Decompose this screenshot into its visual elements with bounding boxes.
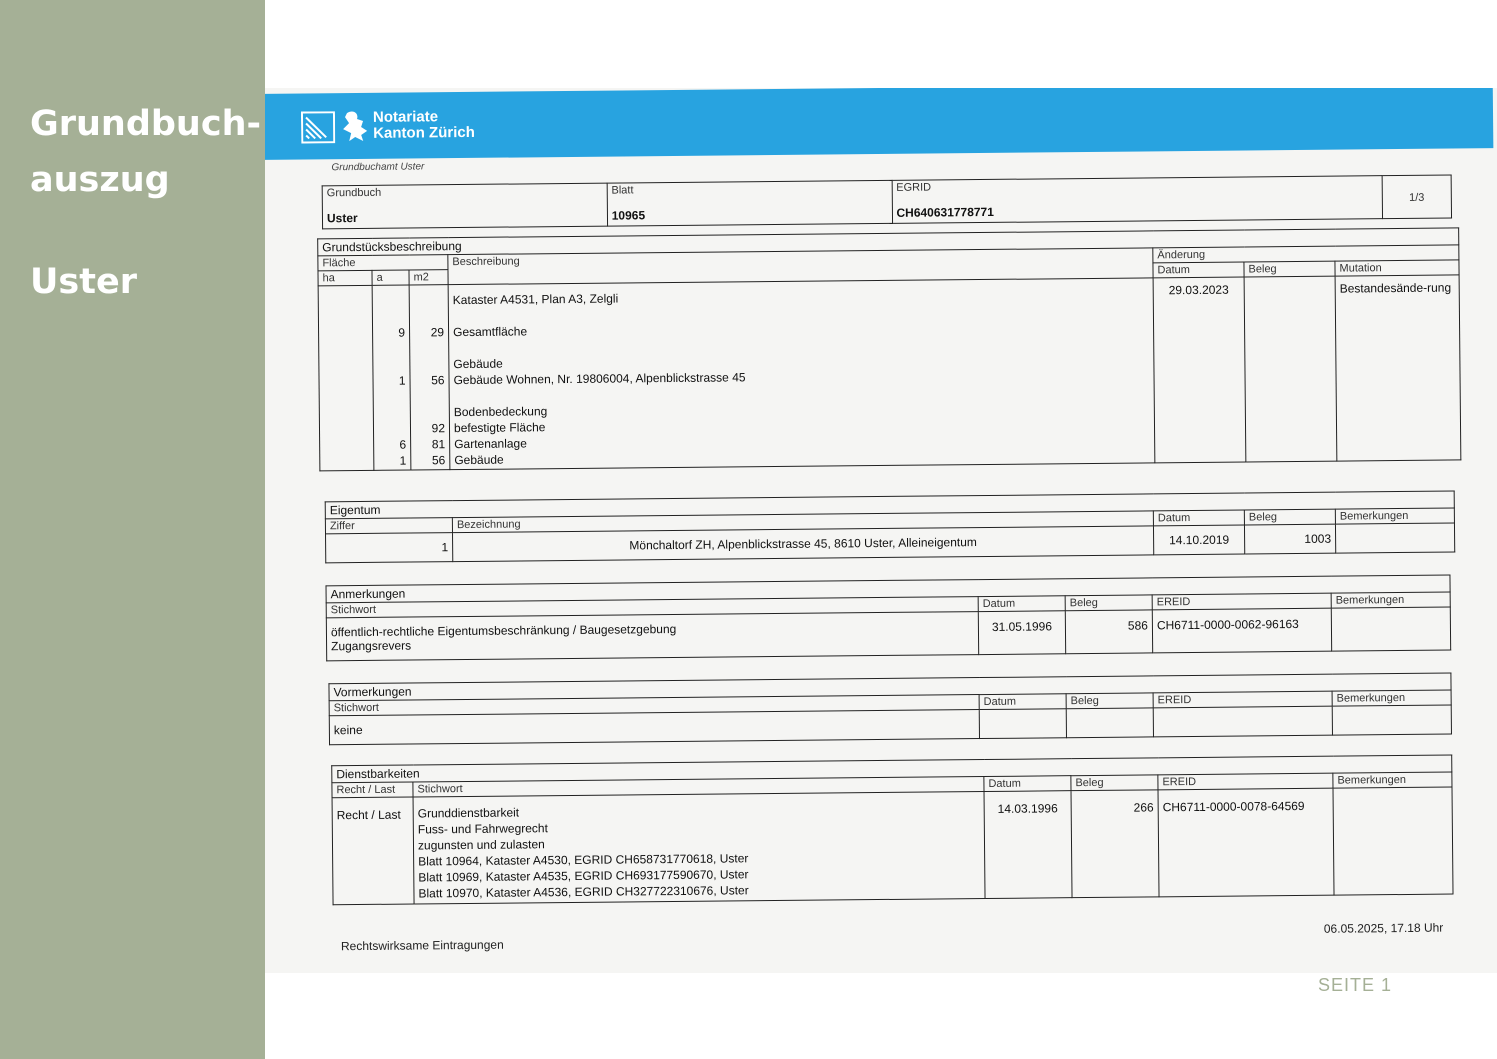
logo-line1: Notariate: [372, 108, 439, 126]
description-line: Gebäude: [453, 356, 503, 372]
easement-line: Blatt 10969, Kataster A4535, EGRID CH693177590670, Uster: [418, 867, 749, 885]
egrid-value: CH640631778771: [896, 204, 994, 220]
section-title: Grundstücksbeschreibung: [318, 228, 1459, 256]
description-line: Gartenanlage: [454, 436, 527, 452]
m2-value: [414, 356, 444, 372]
datum-value: [979, 709, 1066, 739]
aenderung-header: Änderung: [1153, 245, 1459, 263]
a-value: [378, 389, 406, 405]
beleg-header: Beleg: [1244, 509, 1335, 525]
sidebar-subtitle: Uster: [30, 262, 137, 302]
ziffer-value: 1: [326, 533, 453, 563]
beleg-header: Beleg: [1065, 595, 1152, 611]
datum-header: Datum: [984, 776, 1071, 792]
aenderung-datum: 29.03.2023: [1153, 277, 1246, 463]
annotation-line2: Zugangsrevers: [331, 638, 412, 654]
table-row: [332, 787, 1453, 905]
datum-header: Datum: [979, 694, 1066, 710]
sidebar-title-line1: Grundbuch-: [30, 104, 262, 144]
m2-value: 81: [431, 437, 446, 452]
ereid-value: CH6711-0000-0078-64569: [1158, 788, 1334, 897]
document-timestamp: 06.05.2025, 17.18 Uhr: [1323, 920, 1444, 936]
egrid-cell: [892, 176, 1383, 224]
datum-value: 31.05.1996: [978, 611, 1065, 655]
a-value: [377, 357, 405, 373]
property-description-table: [317, 227, 1461, 471]
m2-value: [414, 292, 444, 308]
grundbuch-value: Uster: [326, 211, 358, 226]
document-footer-left: Rechtswirksame Eintragungen: [340, 937, 504, 954]
notary-logo-icon: [301, 111, 335, 143]
annotations-table: [326, 575, 1452, 662]
page-number: SEITE 1: [1318, 975, 1393, 995]
section-title: Eigentum: [325, 491, 1454, 519]
grundbuch-label: Grundbuch: [326, 186, 382, 200]
a-value: [378, 405, 406, 421]
datum-header: Datum: [1153, 510, 1244, 526]
table-row: [318, 275, 1461, 471]
m2-value: 92: [431, 421, 446, 436]
ziffer-header: Ziffer: [325, 518, 452, 534]
blatt-label: Blatt: [611, 184, 634, 197]
office-name: Grundbuchamt Uster: [331, 161, 425, 174]
ownership-table: [325, 490, 1456, 563]
bemerkungen-value: [1331, 607, 1450, 651]
zurich-lion-icon: [341, 109, 369, 143]
recht-last-header: Recht / Last: [332, 782, 413, 798]
a-value: 1: [399, 453, 407, 468]
bemerkungen-value: [1333, 787, 1453, 895]
datum-header: Datum: [1153, 262, 1244, 278]
beschreibung-header: Beschreibung: [448, 248, 1153, 285]
a-header: a: [372, 270, 409, 285]
description-line: Bodenbedeckung: [453, 404, 548, 420]
priority-notices-table: [328, 673, 1452, 746]
ereid-header: EREID: [1152, 593, 1331, 610]
m2-value: 56: [431, 453, 446, 468]
datum-value: 14.03.1996: [984, 791, 1072, 899]
m2-value: [414, 308, 444, 324]
page-indicator-text: 1/3: [1409, 191, 1425, 204]
datum-value: 14.10.2019: [1153, 525, 1244, 555]
description-line: Gebäude: [454, 452, 504, 468]
bemerkungen-header: Bemerkungen: [1333, 772, 1452, 788]
annotation-line1: öffentlich-rechtliche Eigentumsbeschränkung / Baugesetzgebung: [330, 621, 677, 640]
a-value: 1: [398, 373, 406, 388]
beleg-value: 1003: [1244, 524, 1335, 554]
beleg-header: Beleg: [1244, 261, 1335, 277]
beleg-value: 586: [1065, 610, 1152, 654]
section-title: Anmerkungen: [326, 575, 1450, 603]
m2-value: [415, 404, 445, 420]
datum-header: Datum: [978, 596, 1065, 612]
aenderung-beleg: [1244, 276, 1337, 462]
beleg-value: [1066, 708, 1153, 738]
easements-table: [331, 755, 1453, 906]
m2-value: [414, 340, 444, 356]
ereid-header: EREID: [1158, 773, 1333, 790]
sidebar-title: [30, 96, 261, 208]
a-value: 6: [399, 437, 407, 452]
beschreibung-column: [448, 278, 1155, 470]
document-photo: [265, 88, 1497, 973]
table-row: [322, 175, 1451, 229]
bemerkungen-header: Bemerkungen: [1335, 508, 1454, 524]
m2-value: [415, 388, 445, 404]
section-title: Dienstbarkeiten: [332, 755, 1452, 783]
ereid-value: [1153, 706, 1332, 737]
ha-header: ha: [318, 270, 372, 286]
mutation-header: Mutation: [1335, 260, 1459, 276]
egrid-label: EGRID: [896, 181, 932, 194]
page-indicator: [1382, 175, 1452, 219]
bemerkungen-header: Bemerkungen: [1332, 690, 1451, 706]
m2-value: 29: [430, 325, 445, 340]
a-value: [377, 341, 405, 357]
ereid-value: CH6711-0000-0062-96163: [1152, 608, 1331, 653]
stichwort-header: Stichwort: [326, 597, 978, 618]
ereid-header: EREID: [1153, 691, 1332, 708]
recht-last-value: Recht / Last: [332, 797, 414, 905]
m2-column: [409, 285, 450, 470]
m2-value: 56: [431, 373, 445, 388]
land-register-extract: [265, 88, 1497, 973]
beleg-header: Beleg: [1071, 775, 1158, 791]
easement-line: Blatt 10964, Kataster A4530, EGRID CH658731770618, Uster: [418, 851, 749, 869]
bezeichnung-value: Mönchaltorf ZH, Alpenblickstrasse 45, 8610 Uster, Alleineigentum: [453, 526, 1154, 562]
a-column: [372, 285, 411, 470]
a-value: [377, 309, 405, 325]
beleg-header: Beleg: [1066, 693, 1153, 709]
m2-header: m2: [409, 270, 448, 285]
logo-text: [373, 109, 475, 142]
stichwort-header: Stichwort: [413, 777, 984, 797]
description-line: Gesamtfläche: [453, 324, 528, 340]
bemerkungen-header: Bemerkungen: [1331, 592, 1450, 608]
easement-line: Grunddienstbarkeit: [417, 805, 520, 821]
document-header: [265, 88, 1493, 160]
sidebar: [0, 0, 265, 1059]
section-title: Vormerkungen: [329, 673, 1451, 701]
beleg-value: 266: [1071, 790, 1159, 898]
bemerkungen-value: [1332, 705, 1451, 735]
sidebar-title-line2: auszug: [30, 160, 170, 200]
bezeichnung-header: Bezeichnung: [452, 511, 1153, 533]
easement-line: zugunsten und zulasten: [417, 837, 545, 853]
description-line: befestigte Fläche: [453, 420, 546, 436]
easement-line: Blatt 10970, Kataster A4536, EGRID CH327722310676, Uster: [418, 883, 749, 901]
logo-line2: Kanton Zürich: [373, 123, 475, 142]
stichwort-value: keine: [329, 710, 979, 745]
blatt-cell: [607, 180, 892, 226]
aenderung-mutation: Bestandesände-rung: [1335, 275, 1461, 461]
a-value: 9: [398, 325, 406, 340]
stichwort-value: [326, 612, 978, 661]
stichwort-value: [413, 792, 985, 904]
description-line: Gebäude Wohnen, Nr. 19806004, Alpenblickstrasse 45: [453, 370, 746, 388]
ha-column: [318, 285, 374, 471]
easement-line: Fuss- und Fahrwegrecht: [417, 821, 548, 837]
blatt-value: 10965: [611, 208, 646, 223]
grundbuch-cell: [322, 183, 607, 229]
a-value: [377, 293, 405, 309]
stichwort-header: Stichwort: [329, 695, 979, 716]
a-value: [378, 421, 406, 437]
description-line: Kataster A4531, Plan A3, Zelgli: [452, 291, 619, 308]
bemerkungen-value: [1335, 523, 1454, 553]
flaeche-header: Fläche: [318, 255, 448, 271]
header-table: [322, 175, 1452, 230]
